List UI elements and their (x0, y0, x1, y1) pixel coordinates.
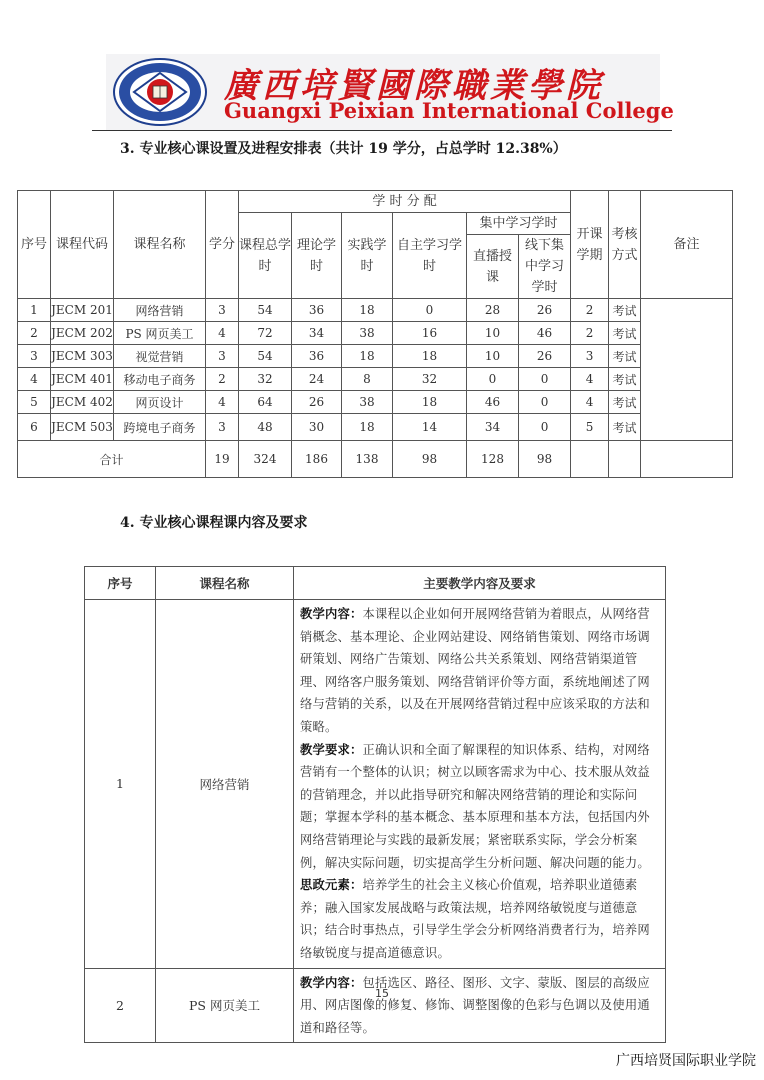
teaching-content (300, 603, 659, 739)
row-course-code: JECM 303 (51, 345, 114, 368)
teaching-content-text: 包括选区、路径、图形、文字、蒙版、图层的高级应用、网店图像的修复、修饰、调整图像的色彩与色调以及使用通道和路径等。 (300, 975, 650, 1035)
row-theory-hours: 30 (292, 414, 342, 441)
header-course-name: 课程名称 (156, 567, 294, 600)
college-logo-icon (112, 58, 208, 126)
row-seq: 1 (85, 600, 156, 969)
total-theory: 186 (292, 441, 342, 478)
row-seq: 5 (18, 391, 51, 414)
teaching-content-text: 本课程以企业如何开展网络营销为着眼点，从网络营销概念、基本理论、企业网站建设、网络销售策划、网络市场调研策划、网络广告策划、网络公共关系策划、网络营销渠道管理、网络客户服务策划、网络营销评价等方面，系统地阐述了网络与营销的关系，以及在开展网络营销过程中应该采取的方法和策略。 (300, 607, 650, 734)
header-remarks: 备注 (641, 191, 733, 299)
header-hours-allocation: 学 时 分 配 (239, 191, 571, 213)
row-offline-hours: 46 (519, 322, 571, 345)
row-credit: 3 (206, 345, 239, 368)
total-empty-cell (609, 441, 641, 478)
row-live-hours: 10 (467, 322, 519, 345)
total-total: 324 (239, 441, 292, 478)
row-theory-hours: 26 (292, 391, 342, 414)
row-credit: 4 (206, 391, 239, 414)
row-assessment: 考试 (609, 345, 641, 368)
total-empty-cell (641, 441, 733, 478)
row-theory-hours: 34 (292, 322, 342, 345)
total-practice: 138 (342, 441, 393, 478)
header-seq: 序号 (18, 191, 51, 299)
total-live: 128 (467, 441, 519, 478)
row-total-hours: 72 (239, 322, 292, 345)
header-practice-hours: 实践学时 (342, 213, 393, 299)
header-course-name: 课程名称 (114, 191, 206, 299)
header-content-requirements: 主要教学内容及要求 (294, 567, 666, 600)
row-practice-hours: 8 (342, 368, 393, 391)
row-remarks (641, 299, 733, 441)
row-course-name: PS 网页美工 (114, 322, 206, 345)
row-course-name: 网络营销 (156, 600, 294, 969)
row-course-code: JECM 401 (51, 368, 114, 391)
ideology-elements (300, 874, 659, 964)
row-theory-hours: 36 (292, 345, 342, 368)
row-total-hours: 54 (239, 345, 292, 368)
row-self-study-hours: 14 (393, 414, 467, 441)
row-course-name: 跨境电子商务 (114, 414, 206, 441)
row-live-hours: 0 (467, 368, 519, 391)
row-assessment: 考试 (609, 299, 641, 322)
header-offline-hours: 线下集中学习学时 (519, 235, 571, 299)
header-semester: 开课学期 (571, 191, 609, 299)
total-self: 98 (393, 441, 467, 478)
ideology-elements-text: 培养学生的社会主义核心价值观，培养职业道德素养；融入国家发展战略与政策法规，培养网络敏锐度与道德意识；结合时事热点，引导学生学会分析网络消费者行为，培养网络敏锐度与提高道德意识。 (300, 878, 650, 960)
section3-title: 3. 专业核心课设置及进程安排表（共计 19 学分，占总学时 12.38%） (120, 141, 567, 157)
row-live-hours: 34 (467, 414, 519, 441)
row-course-name: 移动电子商务 (114, 368, 206, 391)
row-course-code: JECM 202 (51, 322, 114, 345)
row-self-study-hours: 18 (393, 391, 467, 414)
page-number: 15 (375, 987, 389, 1000)
teaching-requirement-label: 教学要求： (300, 742, 363, 757)
row-practice-hours: 18 (342, 414, 393, 441)
teaching-content (300, 972, 659, 1040)
row-semester: 2 (571, 299, 609, 322)
row-offline-hours: 26 (519, 345, 571, 368)
teaching-requirement-text: 正确认识和全面了解课程的知识体系、结构，对网络营销有一个整体的认识；树立以顾客需求为中心、技术服从效益的营销理念，并以此指导研究和解决网络营销的理论和实际问题；掌握本学科的基本概念、基本原理和基本方法，包括国内外网络营销理论与实践的最新发展；紧密联系实际，学会分析案例，解决实际问题，切实提高学生分析问题、解决问题的能力。 (300, 742, 650, 870)
college-name-en: Guangxi Peixian International College (224, 98, 674, 123)
row-self-study-hours: 32 (393, 368, 467, 391)
row-credit: 3 (206, 414, 239, 441)
row-course-name: PS 网页美工 (156, 968, 294, 1043)
header-self-study-hours: 自主学习学时 (393, 213, 467, 299)
header-concentrated-hours: 集中学习学时 (467, 213, 571, 235)
header-total-hours: 课程总学时 (239, 213, 292, 299)
header-live-hours: 直播授课 (467, 235, 519, 299)
row-assessment: 考试 (609, 391, 641, 414)
core-course-content-table (84, 566, 666, 1043)
college-name-cn: 廣西培賢國際職業學院 (224, 66, 604, 106)
teaching-content-label: 教学内容： (300, 607, 363, 621)
row-seq: 2 (18, 322, 51, 345)
row-course-name: 视觉营销 (114, 345, 206, 368)
header-divider (92, 130, 672, 131)
row-theory-hours: 36 (292, 299, 342, 322)
row-semester: 2 (571, 322, 609, 345)
row-semester: 4 (571, 391, 609, 414)
total-row (18, 441, 733, 478)
row-live-hours: 10 (467, 345, 519, 368)
row-practice-hours: 38 (342, 391, 393, 414)
row-total-hours: 32 (239, 368, 292, 391)
header-assessment: 考核方式 (609, 191, 641, 299)
total-empty-cell (571, 441, 609, 478)
row-credit: 3 (206, 299, 239, 322)
footer-college-name: 广西培贤国际职业学院 (616, 1053, 756, 1069)
row-offline-hours: 0 (519, 414, 571, 441)
row-practice-hours: 38 (342, 322, 393, 345)
table-row (18, 299, 733, 322)
row-course-name: 网页设计 (114, 391, 206, 414)
row-live-hours: 46 (467, 391, 519, 414)
row-assessment: 考试 (609, 414, 641, 441)
teaching-requirement (300, 739, 659, 875)
row-course-name: 网络营销 (114, 299, 206, 322)
table-row (18, 322, 733, 345)
row-offline-hours: 26 (519, 299, 571, 322)
header-theory-hours: 理论学时 (292, 213, 342, 299)
row-self-study-hours: 18 (393, 345, 467, 368)
total-label: 合计 (18, 441, 206, 478)
row-seq: 2 (85, 968, 156, 1043)
table-row (18, 368, 733, 391)
row-assessment: 考试 (609, 322, 641, 345)
table-row (18, 391, 733, 414)
row-credit: 4 (206, 322, 239, 345)
row-seq: 1 (18, 299, 51, 322)
total-credit: 19 (206, 441, 239, 478)
row-course-code: JECM 402 (51, 391, 114, 414)
row-assessment: 考试 (609, 368, 641, 391)
row-practice-hours: 18 (342, 345, 393, 368)
row-seq: 3 (18, 345, 51, 368)
header-credit: 学分 (206, 191, 239, 299)
row-live-hours: 28 (467, 299, 519, 322)
row-offline-hours: 0 (519, 391, 571, 414)
ideology-elements-label: 思政元素： (300, 878, 363, 893)
row-offline-hours: 0 (519, 368, 571, 391)
row-content (294, 968, 666, 1043)
row-total-hours: 64 (239, 391, 292, 414)
row-seq: 4 (18, 368, 51, 391)
row-self-study-hours: 0 (393, 299, 467, 322)
row-total-hours: 54 (239, 299, 292, 322)
row-self-study-hours: 16 (393, 322, 467, 345)
row-practice-hours: 18 (342, 299, 393, 322)
college-header-banner (106, 54, 674, 130)
table-row (85, 968, 666, 1043)
row-content (294, 600, 666, 969)
section4-title: 4. 专业核心课程课内容及要求 (120, 515, 308, 531)
row-credit: 2 (206, 368, 239, 391)
row-total-hours: 48 (239, 414, 292, 441)
row-semester: 3 (571, 345, 609, 368)
table-row (18, 414, 733, 441)
total-offline: 98 (519, 441, 571, 478)
table-row (85, 600, 666, 969)
row-course-code: JECM 201 (51, 299, 114, 322)
row-semester: 5 (571, 414, 609, 441)
row-seq: 6 (18, 414, 51, 441)
table-row (18, 345, 733, 368)
header-seq: 序号 (85, 567, 156, 600)
row-semester: 4 (571, 368, 609, 391)
row-theory-hours: 24 (292, 368, 342, 391)
teaching-content-label: 教学内容： (300, 975, 363, 990)
header-course-code: 课程代码 (51, 191, 114, 299)
row-course-code: JECM 503 (51, 414, 114, 441)
core-course-schedule-table (17, 190, 733, 478)
